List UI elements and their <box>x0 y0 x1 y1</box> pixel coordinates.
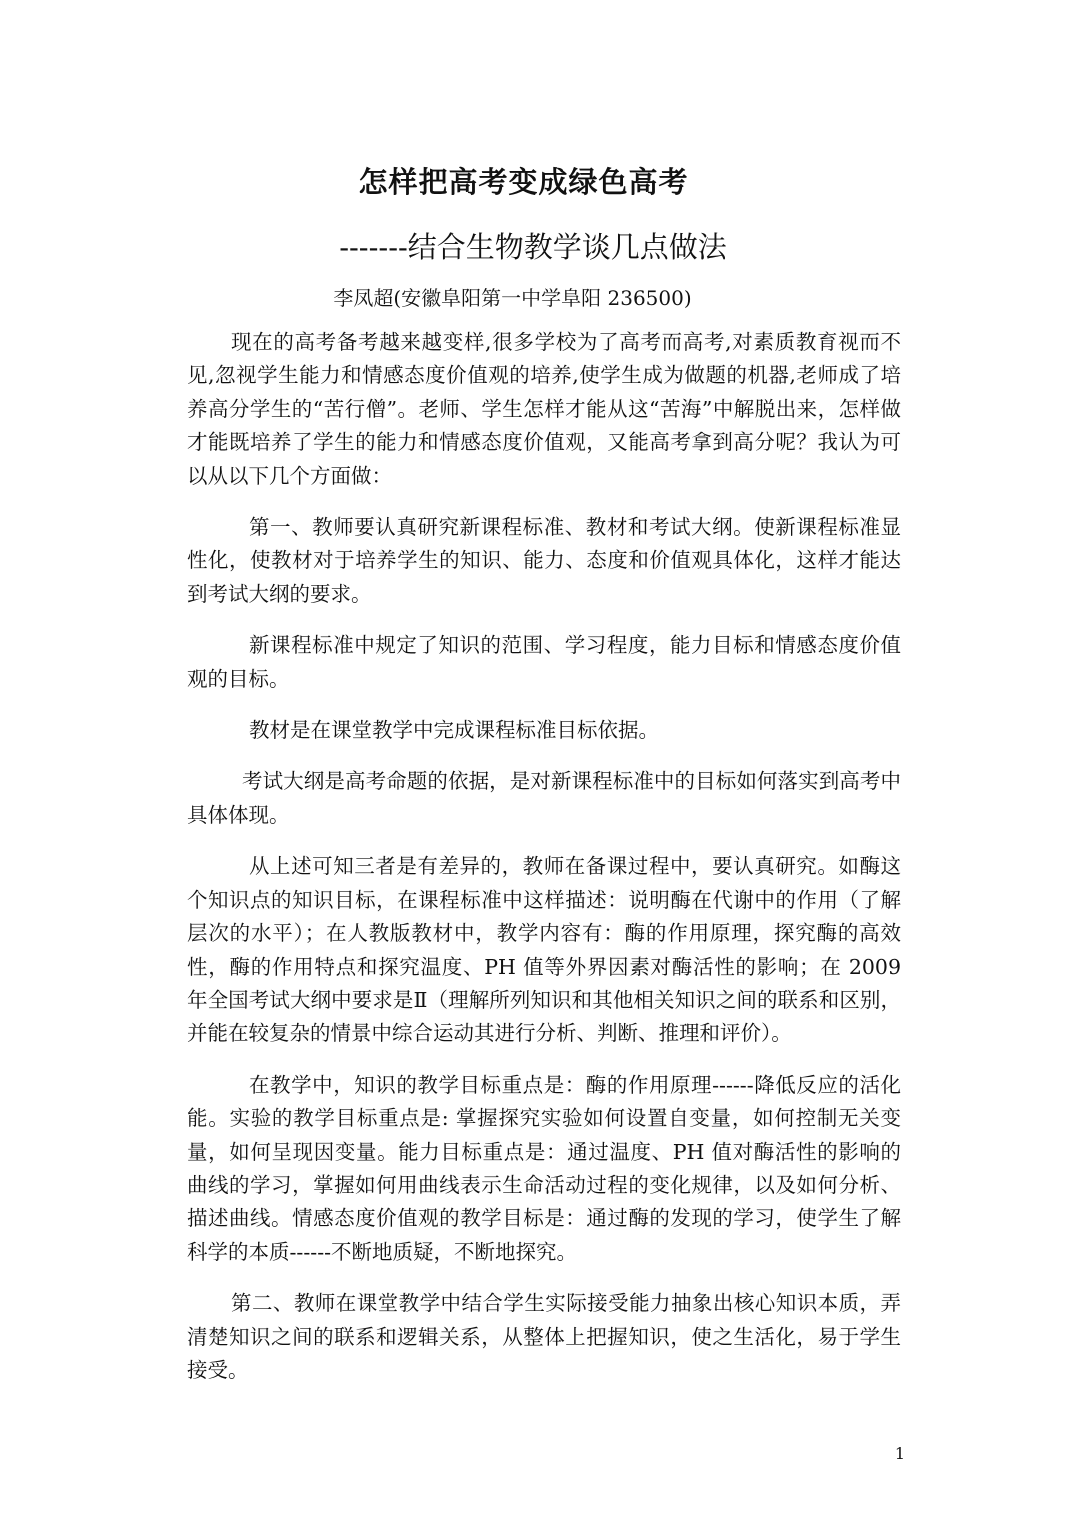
page-number: 1 <box>894 1444 905 1463</box>
paragraph-curriculum-standard: 新课程标准中规定了知识的范围、学习程度，能力目标和情感态度价值观的目标。 <box>187 633 901 691</box>
paragraph-intro: 现在的高考备考越来越变样,很多学校为了高考而高考,对素质教育视而不见,忽视学生能力和情感态度价值观的培养,使学生成为做题的机器,老师成了培养高分学生的“苦行僧”。老师、学生怎样才能从这“苦海”中解脱出来，怎样做才能既培养了学生的能力和情感态度价值观，又能高考拿到高分呢？我认为可以从以下几个方面做： <box>187 330 901 488</box>
document-subtitle: -------结合生物教学谈几点做法 <box>339 230 727 264</box>
document-body <box>187 326 901 1387</box>
paragraph-exam-syllabus: 考试大纲是高考命题的依据，是对新课程标准中的目标如何落实到高考中具体体现。 <box>187 769 901 827</box>
author-line: 李凤超(安徽阜阳第一中学阜阳 236500) <box>333 286 692 310</box>
paragraph-textbook: 教材是在课堂教学中完成课程标准目标依据。 <box>249 718 659 743</box>
paragraph-teaching-goals: 在教学中，知识的教学目标重点是：酶的作用原理------降低反应的活化能。实验的教学目标重点是: 掌握探究实验如何设置自变量，如何控制无关变量，如何呈现因变量。能力目标重点是：通过温度、PH 值对酶活性的影响的曲线的学习，掌握如何用曲线表示生命活动过程的变化规律，以及如何分析、描述曲线。情感态度价值观的教学目标是：通过酶的发现的学习，使学生了解科学的本质------不断地质疑，不断地探究。 <box>187 1072 901 1264</box>
paragraph-enzyme-example: 从上述可知三者是有差异的，教师在备课过程中，要认真研究。如酶这个知识点的知识目标，在课程标准中这样描述：说明酶在代谢中的作用（了解层次的水平）；在人教版教材中，教学内容有：酶的作用原理，探究酶的高效性，酶的作用特点和探究温度、PH 值等外界因素对酶活性的影响；在 2009 年全国考试大纲中要求是Ⅱ（理解所列知识和其他相关知识之间的联系和区别，并能在较复杂的情景中综合运动其进行分析、判断、推理和评价）。 <box>187 854 901 1046</box>
document-title: 怎样把高考变成绿色高考 <box>358 165 689 199</box>
paragraph-point-two: 第二、教师在课堂教学中结合学生实际接受能力抽象出核心知识本质，弄清楚知识之间的联系和逻辑关系，从整体上把握知识，使之生活化，易于学生接受。 <box>187 1291 901 1382</box>
paragraph-point-one: 第一、教师要认真研究新课程标准、教材和考试大纲。使新课程标准显性化，使教材对于培养学生的知识、能力、态度和价值观具体化，这样才能达到考试大纲的要求。 <box>187 515 901 606</box>
